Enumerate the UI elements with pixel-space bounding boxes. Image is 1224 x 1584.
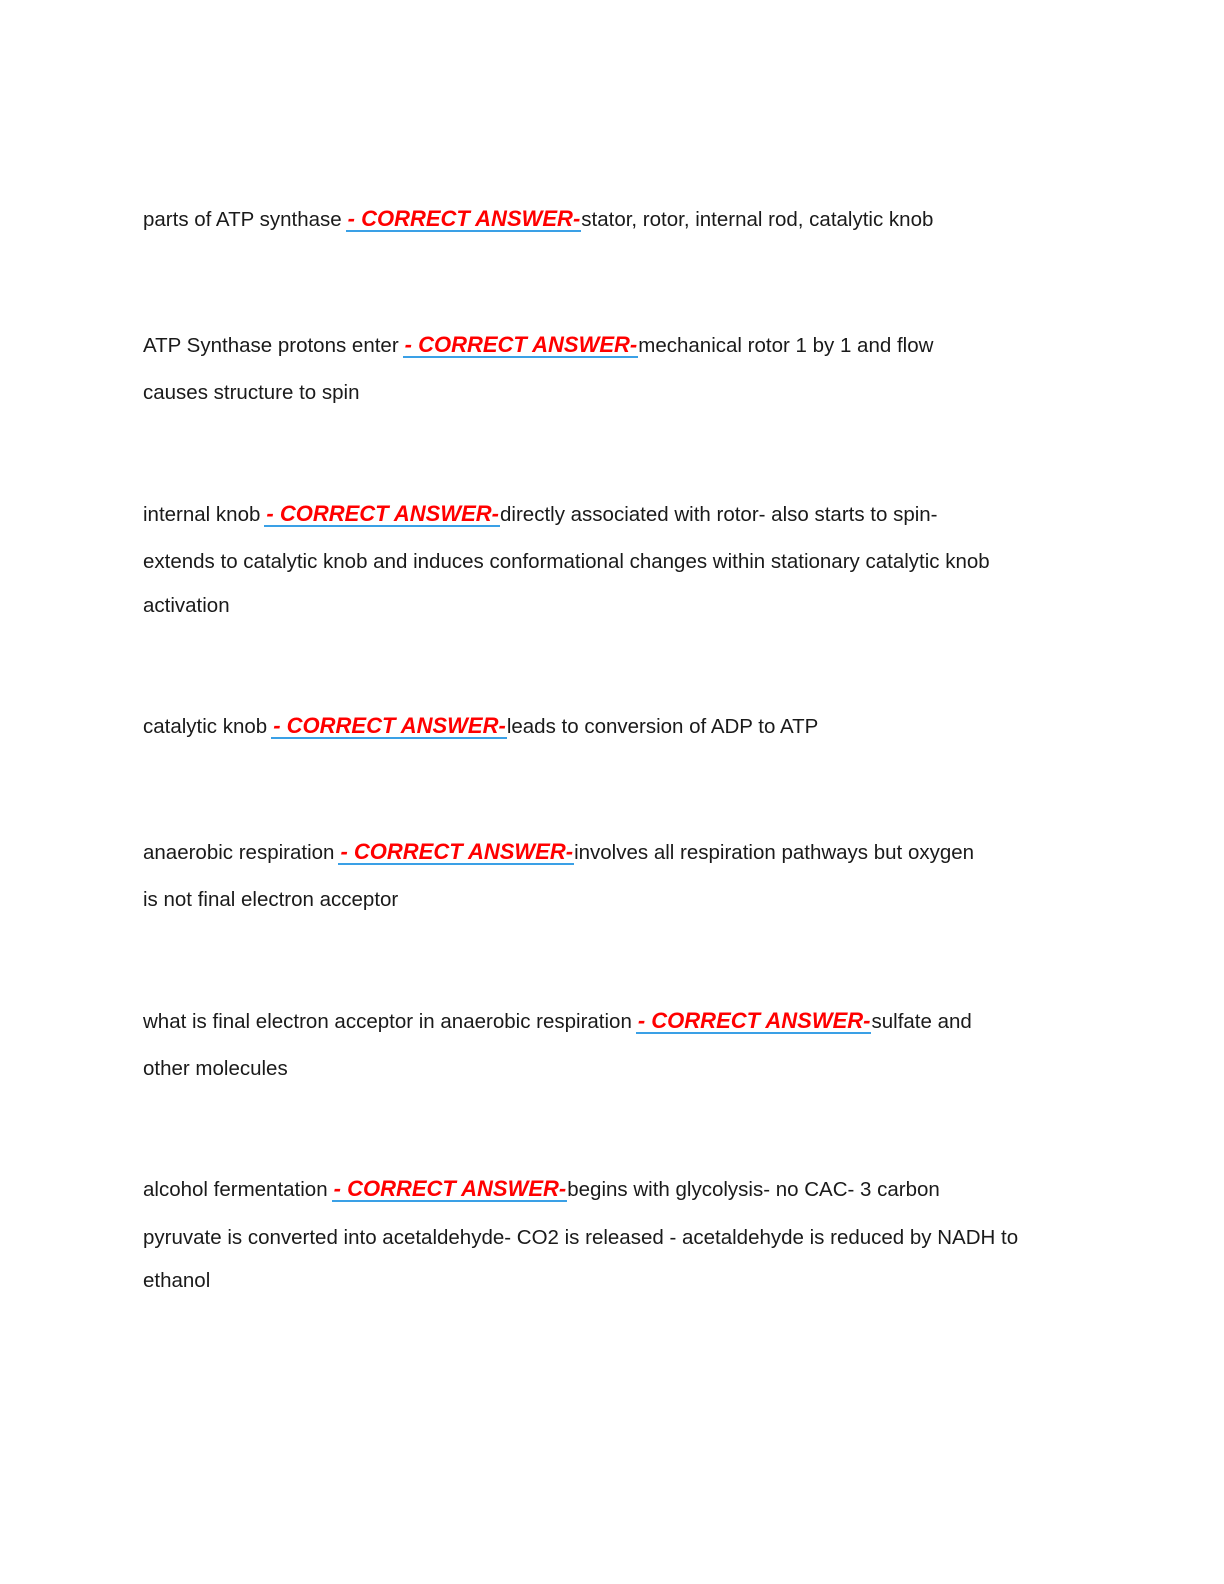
qa-entry [143, 841, 1078, 912]
entry-answer-continued: extends to catalytic knob and induces conformational changes within stationary catalytic knob [143, 550, 990, 573]
entry-answer: stator, rotor, internal rod, catalytic knob [581, 208, 934, 231]
entry-answer: begins with glycolysis- no CAC- 3 carbon [567, 1178, 940, 1201]
entry-answer-continued: other molecules [143, 1057, 288, 1080]
entry-line [143, 503, 1078, 527]
entry-term: anaerobic respiration [143, 841, 335, 864]
entry-answer: directly associated with rotor- also starts to spin- [500, 503, 938, 526]
entry-term: catalytic knob [143, 715, 268, 738]
correct-answer-marker: - CORRECT ANSWER- [404, 332, 638, 357]
entry-term: ATP Synthase protons enter [143, 334, 399, 357]
correct-answer-marker: - CORRECT ANSWER- [347, 206, 581, 231]
entry-answer: sulfate and [871, 1010, 972, 1033]
entry-line [143, 715, 1078, 739]
entry-term: parts of ATP synthase [143, 208, 342, 231]
entry-answer-continued: pyruvate is converted into acetaldehyde- CO2 is released - acetaldehyde is reduced by NADH to [143, 1226, 1019, 1249]
entry-answer-continued: causes structure to spin [143, 381, 360, 404]
entry-line [143, 1178, 1078, 1202]
qa-entry [143, 1010, 1078, 1081]
entry-term: alcohol fermentation [143, 1178, 328, 1201]
entry-line [143, 208, 1078, 232]
entry-answer-continued: is not final electron acceptor [143, 888, 399, 911]
entry-term: internal knob [143, 503, 261, 526]
qa-entry [143, 1178, 1078, 1293]
qa-entry [143, 334, 1078, 405]
correct-answer-marker: - CORRECT ANSWER- [273, 713, 506, 738]
qa-entry [143, 208, 1078, 232]
entry-answer-continued: ethanol [143, 1269, 211, 1292]
entry-term: what is final electron acceptor in anaerobic respiration [143, 1010, 632, 1033]
qa-entry [143, 715, 1078, 739]
entry-answer: involves all respiration pathways but oxygen [574, 841, 975, 864]
entry-line [143, 1010, 1078, 1034]
qa-entry [143, 503, 1078, 618]
entry-answer: leads to conversion of ADP to ATP [506, 715, 819, 738]
entry-line [143, 334, 1078, 358]
entry-line [143, 841, 1078, 865]
entry-answer: mechanical rotor 1 by 1 and flow [638, 334, 934, 357]
correct-answer-marker: - CORRECT ANSWER- [333, 1176, 567, 1201]
entry-answer-continued: activation [143, 594, 230, 617]
correct-answer-marker: - CORRECT ANSWER- [266, 501, 500, 526]
correct-answer-marker: - CORRECT ANSWER- [637, 1008, 871, 1033]
correct-answer-marker: - CORRECT ANSWER- [340, 839, 574, 864]
